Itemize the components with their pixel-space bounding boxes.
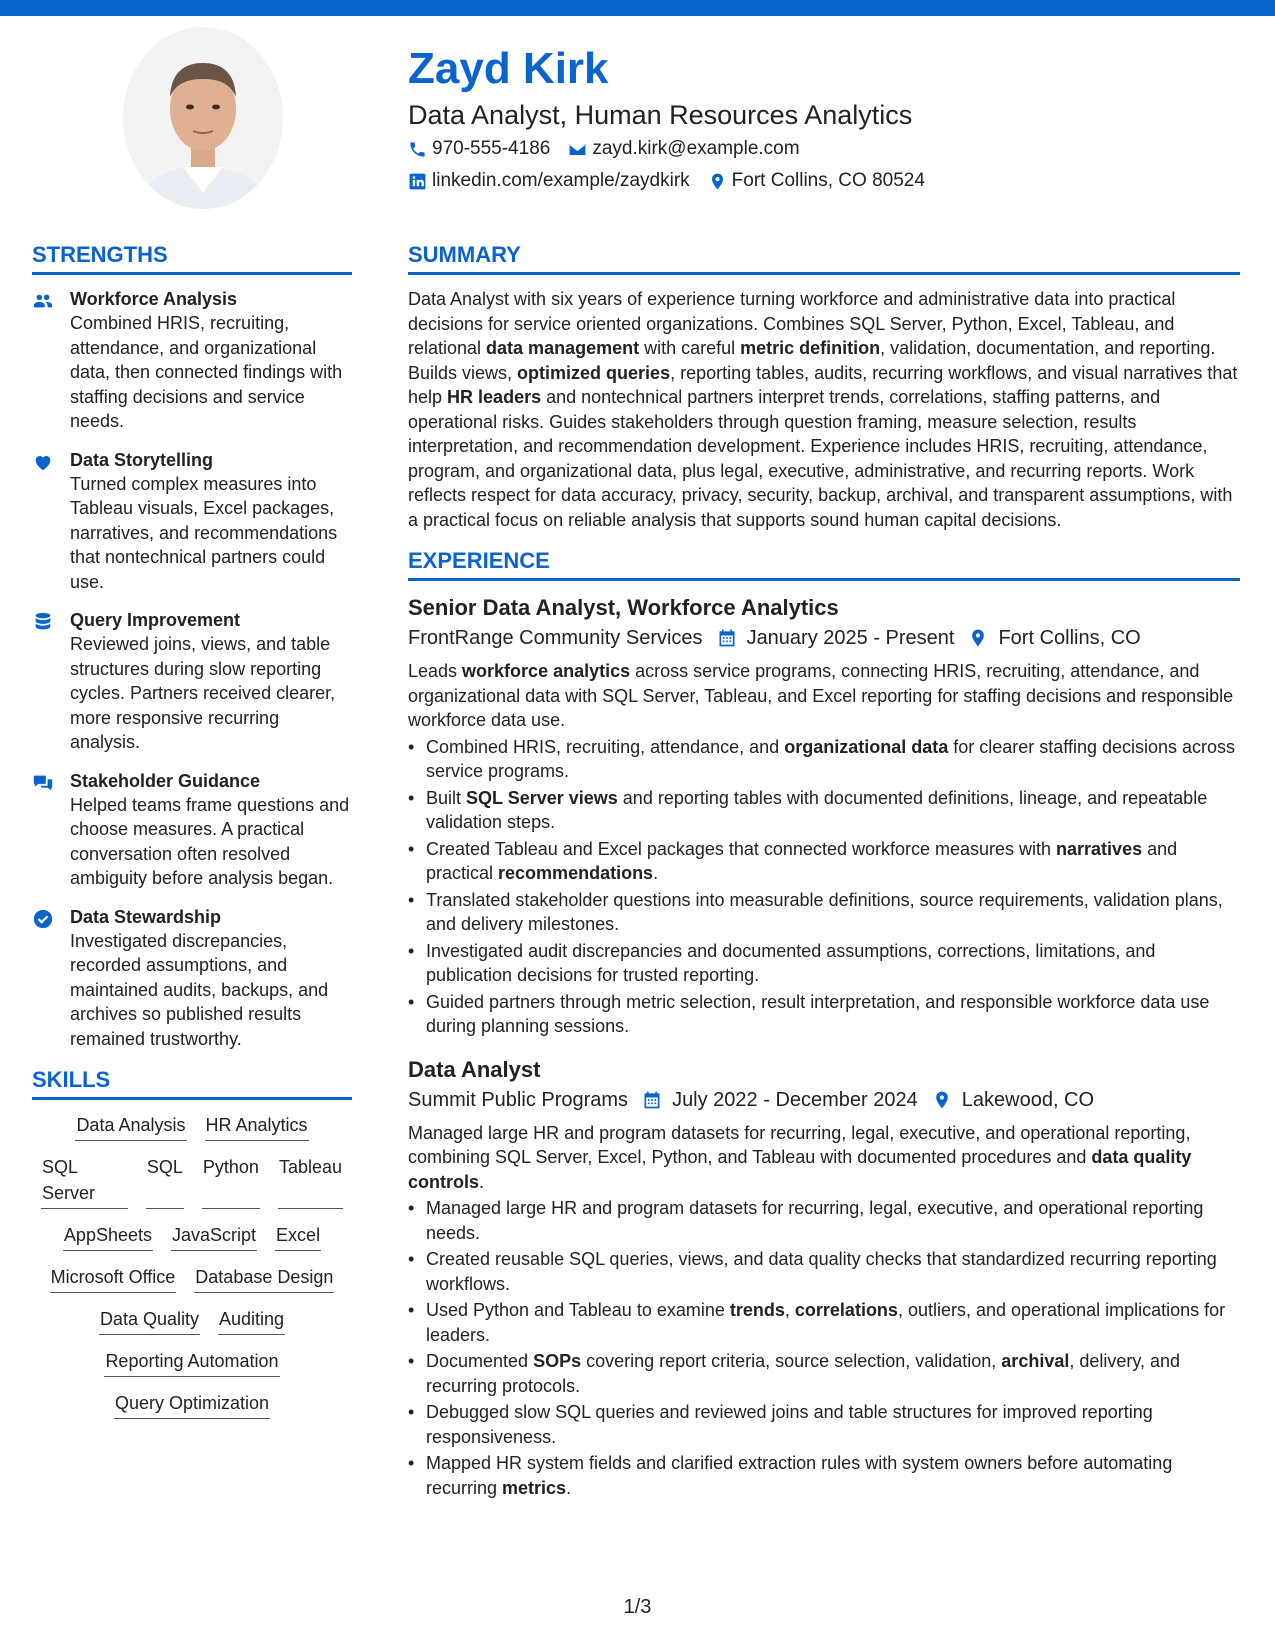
experience-heading: EXPERIENCE: [408, 546, 1240, 581]
strength-description: Combined HRIS, recruiting, attendance, and organizational data, then connected findings with staffing decisions and service needs.: [70, 313, 343, 431]
jobs-list: [408, 593, 1240, 1500]
location-text: Fort Collins, CO 80524: [731, 170, 925, 191]
company-text: Summit Public Programs: [408, 1088, 629, 1111]
job-bullets: [408, 1196, 1240, 1500]
job-company: [408, 623, 703, 653]
calendar-icon: [717, 628, 737, 648]
strength-title: Data Storytelling: [70, 449, 214, 470]
location-text: Fort Collins, CO: [998, 627, 1141, 649]
skill-tag: SQL: [146, 1154, 184, 1209]
strength-body: [70, 769, 352, 891]
dates-text: January 2025 - Present: [746, 627, 955, 649]
summary-heading: SUMMARY: [408, 240, 1240, 275]
contact-row-2: [408, 166, 1248, 196]
job-entry: [408, 593, 1240, 1039]
skill-row: [32, 1112, 352, 1141]
job-bullets: [408, 735, 1240, 1039]
right-column: [408, 240, 1240, 1516]
skill-tag: HR Analytics: [205, 1112, 309, 1141]
skill-row: [32, 1390, 352, 1419]
strength-body: [70, 287, 352, 434]
skill-tag: JavaScript: [171, 1222, 257, 1251]
skill-row: [32, 1348, 352, 1377]
skill-row: [32, 1306, 352, 1335]
job-meta: [408, 623, 1240, 653]
bullet-item: • Managed large HR and program datasets for recurring, legal, executive, and operational reporting needs.: [408, 1196, 1240, 1245]
phone-icon: [408, 140, 427, 159]
phone-text: 970-555-4186: [432, 138, 551, 159]
skill-tag: Python: [202, 1154, 260, 1209]
header: [408, 42, 1248, 196]
strengths-heading: STRENGTHS: [32, 240, 352, 275]
job-location: [968, 623, 1140, 653]
skill-tag: Microsoft Office: [50, 1264, 177, 1293]
skill-tag: Data Quality: [99, 1306, 200, 1335]
strength-body: [70, 608, 352, 755]
database-icon: [32, 608, 70, 755]
skill-row: [32, 1264, 352, 1293]
map-pin-icon: [932, 1090, 952, 1110]
left-column: [32, 240, 352, 1432]
company-text: FrontRange Community Services: [408, 627, 703, 649]
map-pin-icon: [968, 628, 988, 648]
bullet-item: • Guided partners through metric selection, result interpretation, and responsible workforce data use during planning sessions.: [408, 990, 1240, 1039]
strength-title: Stakeholder Guidance: [70, 770, 261, 791]
location-item: [708, 166, 925, 196]
job-description: Managed large HR and program datasets for recurring, legal, executive, and operational reporting, combining SQL Server, Excel, Python, and Tableau with documented procedures and data quality controls.: [408, 1122, 1192, 1192]
skill-row: [32, 1154, 352, 1209]
strength-item: [32, 769, 352, 891]
job-dates: [717, 623, 955, 653]
bullet-item: • Investigated audit discrepancies and documented assumptions, corrections, limitations, and publication decisions for trusted reporting.: [408, 939, 1240, 988]
bullet-item: • Used Python and Tableau to examine trends, correlations, outliers, and operational implications for leaders.: [408, 1298, 1240, 1347]
calendar-icon: [642, 1090, 662, 1110]
strength-description: Turned complex measures into Tableau visuals, Excel packages, narratives, and recommendations that nontechnical partners could use.: [70, 473, 338, 592]
dates-text: July 2022 - December 2024: [672, 1088, 918, 1111]
envelope-icon: [568, 140, 587, 159]
profile-photo: [123, 27, 283, 209]
email-item[interactable]: [568, 134, 799, 164]
job-meta: [408, 1085, 1240, 1115]
comments-icon: [32, 769, 70, 891]
phone-item: [408, 134, 550, 164]
top-accent-bar: [0, 0, 1275, 16]
job-company: [408, 1085, 628, 1115]
skill-tag: Query Optimization: [114, 1390, 270, 1419]
skill-tag: Reporting Automation: [104, 1348, 279, 1377]
bullet-item: • Debugged slow SQL queries and reviewed joins and table structures for improved reporting responsiveness.: [408, 1400, 1240, 1449]
bullet-item: • Mapped HR system fields and clarified extraction rules with system owners before automating recurring metrics.: [408, 1451, 1240, 1500]
candidate-name: Zayd Kirk: [408, 44, 609, 93]
bullet-item: • Combined HRIS, recruiting, attendance, and organizational data for clearer staffing decisions across service programs.: [408, 735, 1240, 784]
location-text: Lakewood, CO: [961, 1088, 1095, 1111]
skill-tag: AppSheets: [63, 1222, 153, 1251]
strength-title: Workforce Analysis: [70, 289, 238, 309]
strength-description: Reviewed joins, views, and table structures during slow reporting cycles. Partners received clearer, more responsive recurring analysis.: [70, 634, 336, 752]
heart-icon: [32, 448, 70, 595]
strength-description: Investigated discrepancies, recorded assumptions, and maintained audits, backups, and archives so published results remained trustworthy.: [70, 930, 329, 1049]
summary-text: Data Analyst with six years of experience turning workforce and administrative data into practical decisions for service oriented organizations. Combines SQL Server, Python, Excel, Tableau, and relational data management with careful metric definition, validation, documentation, and reporting. Builds views, optimized queries, reporting tables, audits, recurring workflows, and visual narratives that help HR leaders and nontechnical partners interpret trends, correlations, staffing patterns, and operational risks. Guides stakeholders through question framing, measure selection, results interpretation, and recommendation development. Experience includes HRIS, recruiting, attendance, program, and organizational data, plus legal, executive, administrative, and recurring reports. Work reflects respect for data accuracy, privacy, security, backup, archival, and transparent assumptions, with a practical focus on reliable analysis that supports sound human capital decisions.: [408, 289, 1238, 530]
skills-heading: SKILLS: [32, 1065, 352, 1100]
page-number: 1/3: [623, 1596, 652, 1618]
job-description: Leads workforce analytics across service programs, connecting HRIS, recruiting, attendance, and organizational data with SQL Server, Tableau, and Excel reporting for staffing decisions and responsible workforce data use.: [408, 661, 1234, 730]
strength-title: Data Stewardship: [70, 906, 222, 927]
job-entry: [408, 1055, 1240, 1501]
strength-body: [70, 905, 352, 1052]
strength-item: [32, 448, 352, 595]
bullet-item: • Translated stakeholder questions into measurable definitions, source requirements, validation plans, and delivery milestones.: [408, 888, 1240, 937]
skill-tag: Database Design: [194, 1264, 334, 1293]
strength-item: [32, 905, 352, 1052]
job-dates: [642, 1085, 918, 1115]
bullet-item: • Created Tableau and Excel packages that connected workforce measures with narratives and practical recommendations.: [408, 837, 1240, 886]
email-link[interactable]: zayd.kirk@example.com: [592, 138, 800, 159]
linkedin-icon: [408, 172, 427, 191]
linkedin-item[interactable]: [408, 166, 690, 196]
strengths-list: [32, 287, 352, 1051]
job-location: [932, 1085, 1094, 1115]
check-circle-icon: [32, 905, 70, 1052]
bullet-item: • Built SQL Server views and reporting tables with documented definitions, lineage, and repeatable validation steps.: [408, 786, 1240, 835]
skills-list: [32, 1112, 352, 1419]
strength-description: Helped teams frame questions and choose measures. A practical conversation often resolved ambiguity before analysis began.: [70, 794, 350, 888]
bullet-item: • Documented SOPs covering report criteria, source selection, validation, archival, delivery, and recurring protocols.: [408, 1349, 1240, 1398]
skill-row: [32, 1222, 352, 1251]
skill-tag: Excel: [275, 1222, 321, 1251]
skill-tag: Tableau: [278, 1154, 343, 1209]
strength-body: [70, 448, 352, 595]
linkedin-link[interactable]: linkedin.com/example/zaydkirk: [432, 170, 690, 191]
job-title: Senior Data Analyst, Workforce Analytics: [408, 595, 839, 620]
job-title: Data Analyst: [408, 1056, 541, 1082]
strength-item: [32, 608, 352, 755]
candidate-title: Data Analyst, Human Resources Analytics: [408, 100, 913, 130]
skill-tag: Auditing: [218, 1306, 285, 1335]
users-icon: [32, 287, 70, 434]
strength-title: Query Improvement: [70, 610, 241, 630]
bullet-item: • Created reusable SQL queries, views, and data quality checks that standardized recurring reporting workflows.: [408, 1247, 1240, 1296]
map-pin-icon: [708, 172, 727, 191]
skill-tag: Data Analysis: [75, 1112, 186, 1141]
skill-tag: SQL Server: [41, 1154, 128, 1209]
strength-item: [32, 287, 352, 434]
contact-row-1: [408, 134, 1248, 164]
